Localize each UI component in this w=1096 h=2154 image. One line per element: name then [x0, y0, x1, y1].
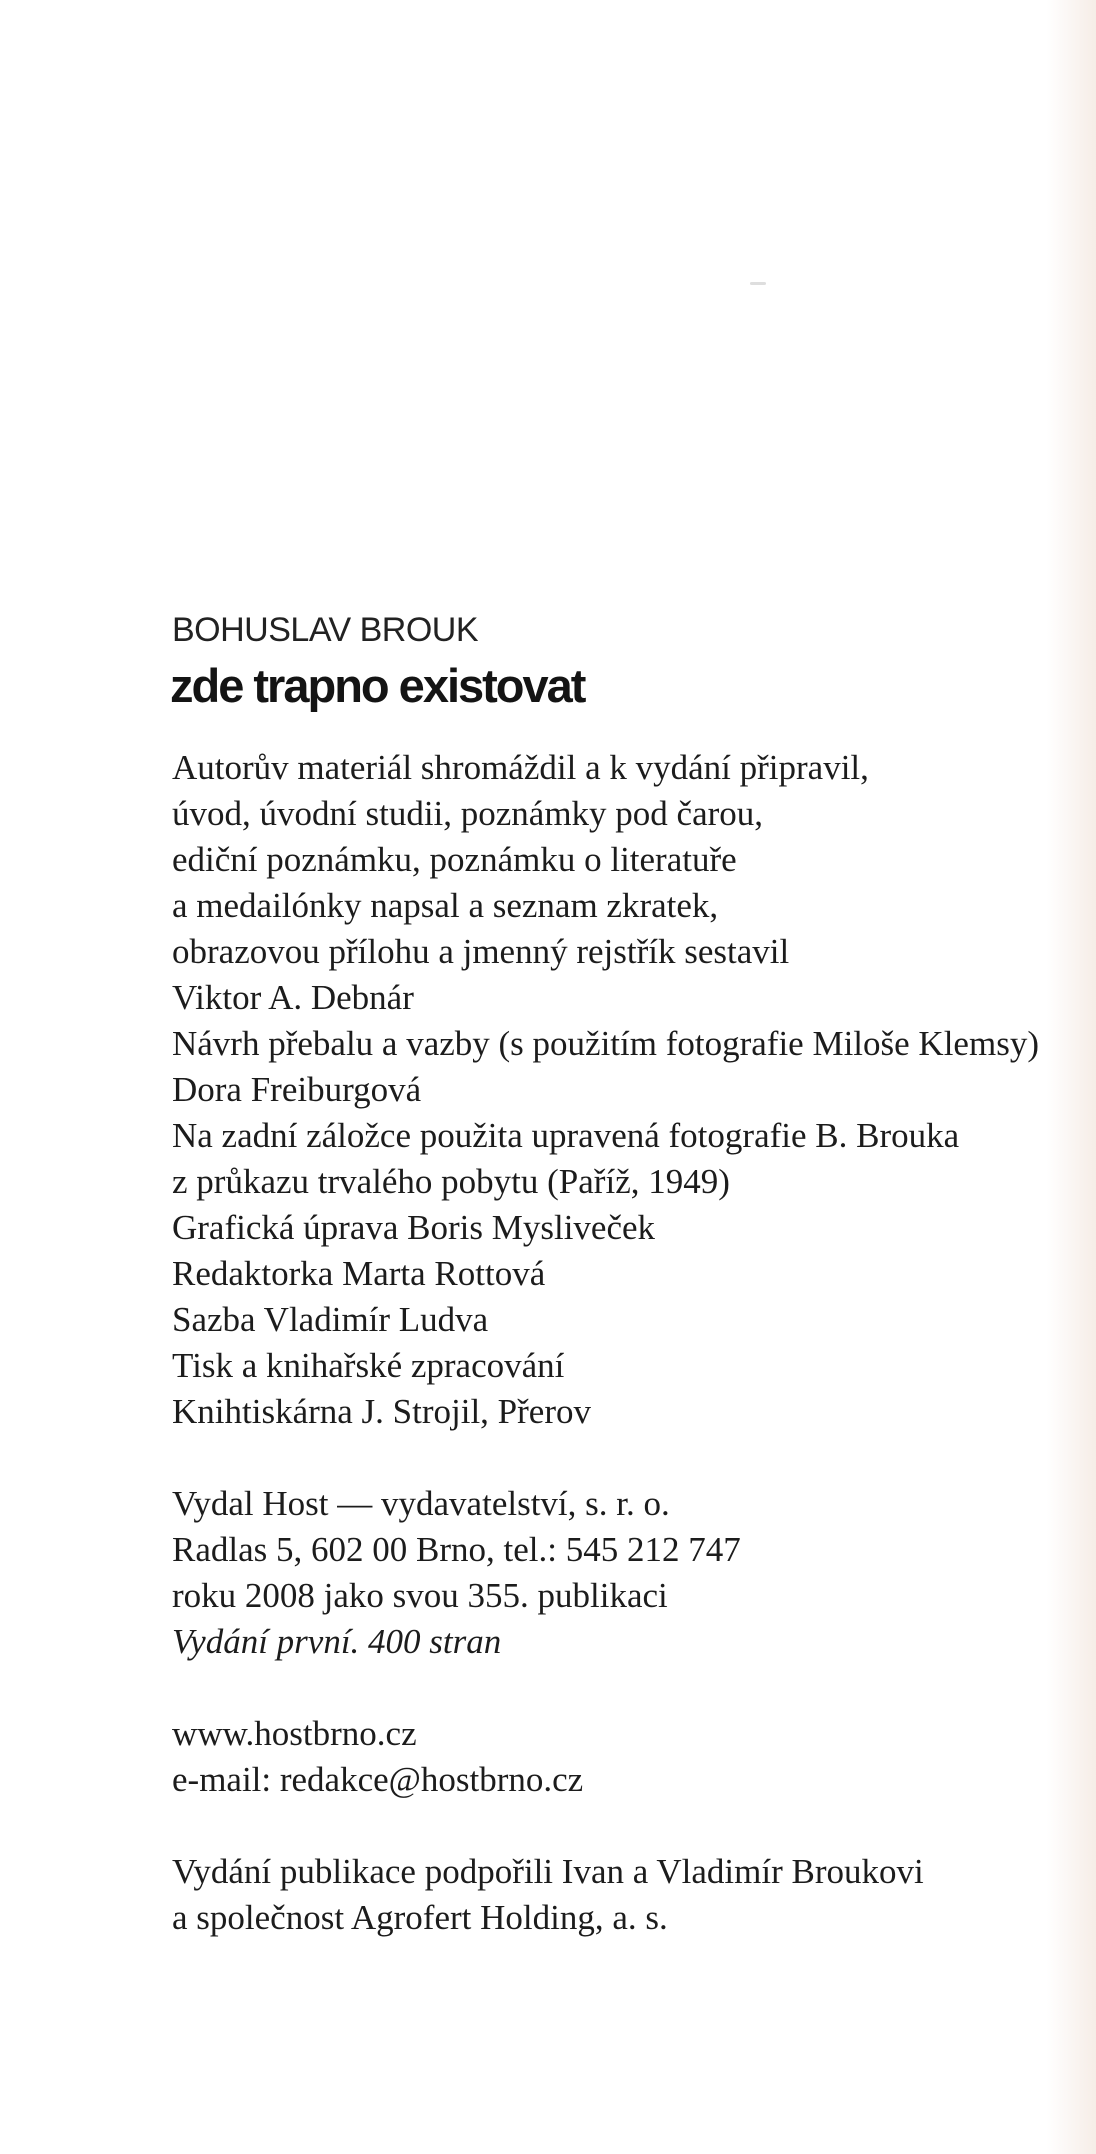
colophon-text-block — [172, 745, 1039, 1941]
publication-number-line: roku 2008 jako svou 355. publikaci — [172, 1576, 668, 1615]
cover-design-line: Návrh přebalu a vazby (s použitím fotografie Miloše Klemsy) — [172, 1024, 1039, 1063]
colophon-line: a medailónky napsal a seznam zkratek, — [172, 886, 719, 925]
edition-info-line: Vydání první. 400 stran — [172, 1622, 502, 1661]
publisher-line: Vydal Host — vydavatelství, s. r. o. — [172, 1484, 670, 1523]
colophon-line: úvod, úvodní studii, poznámky pod čarou, — [172, 794, 764, 833]
cover-designer-name-line: Dora Freiburgová — [172, 1070, 422, 1109]
editor-line: Redaktorka Marta Rottová — [172, 1254, 546, 1293]
printing-line: Tisk a knihařské zpracování — [172, 1346, 565, 1385]
supporters-line: a společnost Agrofert Holding, a. s. — [172, 1898, 668, 1937]
editor-name-line: Viktor A. Debnár — [172, 978, 414, 1017]
colophon-line: Autorův materiál shromáždil a k vydání připravil, — [172, 748, 869, 787]
supporters-line: Vydání publikace podpořili Ivan a Vladimír Broukovi — [172, 1852, 924, 1891]
publisher-address-line: Radlas 5, 602 00 Brno, tel.: 545 212 747 — [172, 1530, 741, 1569]
author-name: BOHUSLAV BROUK — [172, 611, 479, 649]
colophon-line: obrazovou přílohu a jmenný rejstřík sestavil — [172, 932, 790, 971]
photo-credit-line: z průkazu trvalého pobytu (Paříž, 1949) — [172, 1162, 730, 1201]
colophon-line: ediční poznámku, poznámku o literatuře — [172, 840, 737, 879]
graphic-design-line: Grafická úprava Boris Mysliveček — [172, 1208, 656, 1247]
email-line: e-mail: redakce@hostbrno.cz — [172, 1760, 584, 1799]
blank-line — [172, 1435, 1039, 1481]
scan-artifact-mark — [750, 282, 766, 285]
printer-name-line: Knihtiskárna J. Strojil, Přerov — [172, 1392, 591, 1431]
website-line: www.hostbrno.cz — [172, 1714, 417, 1753]
blank-line — [172, 1803, 1039, 1849]
book-title: zde trapno existovat — [170, 659, 585, 712]
typesetting-line: Sazba Vladimír Ludva — [172, 1300, 489, 1339]
photo-credit-line: Na zadní záložce použita upravená fotografie B. Brouka — [172, 1116, 960, 1155]
blank-line — [172, 1665, 1039, 1711]
